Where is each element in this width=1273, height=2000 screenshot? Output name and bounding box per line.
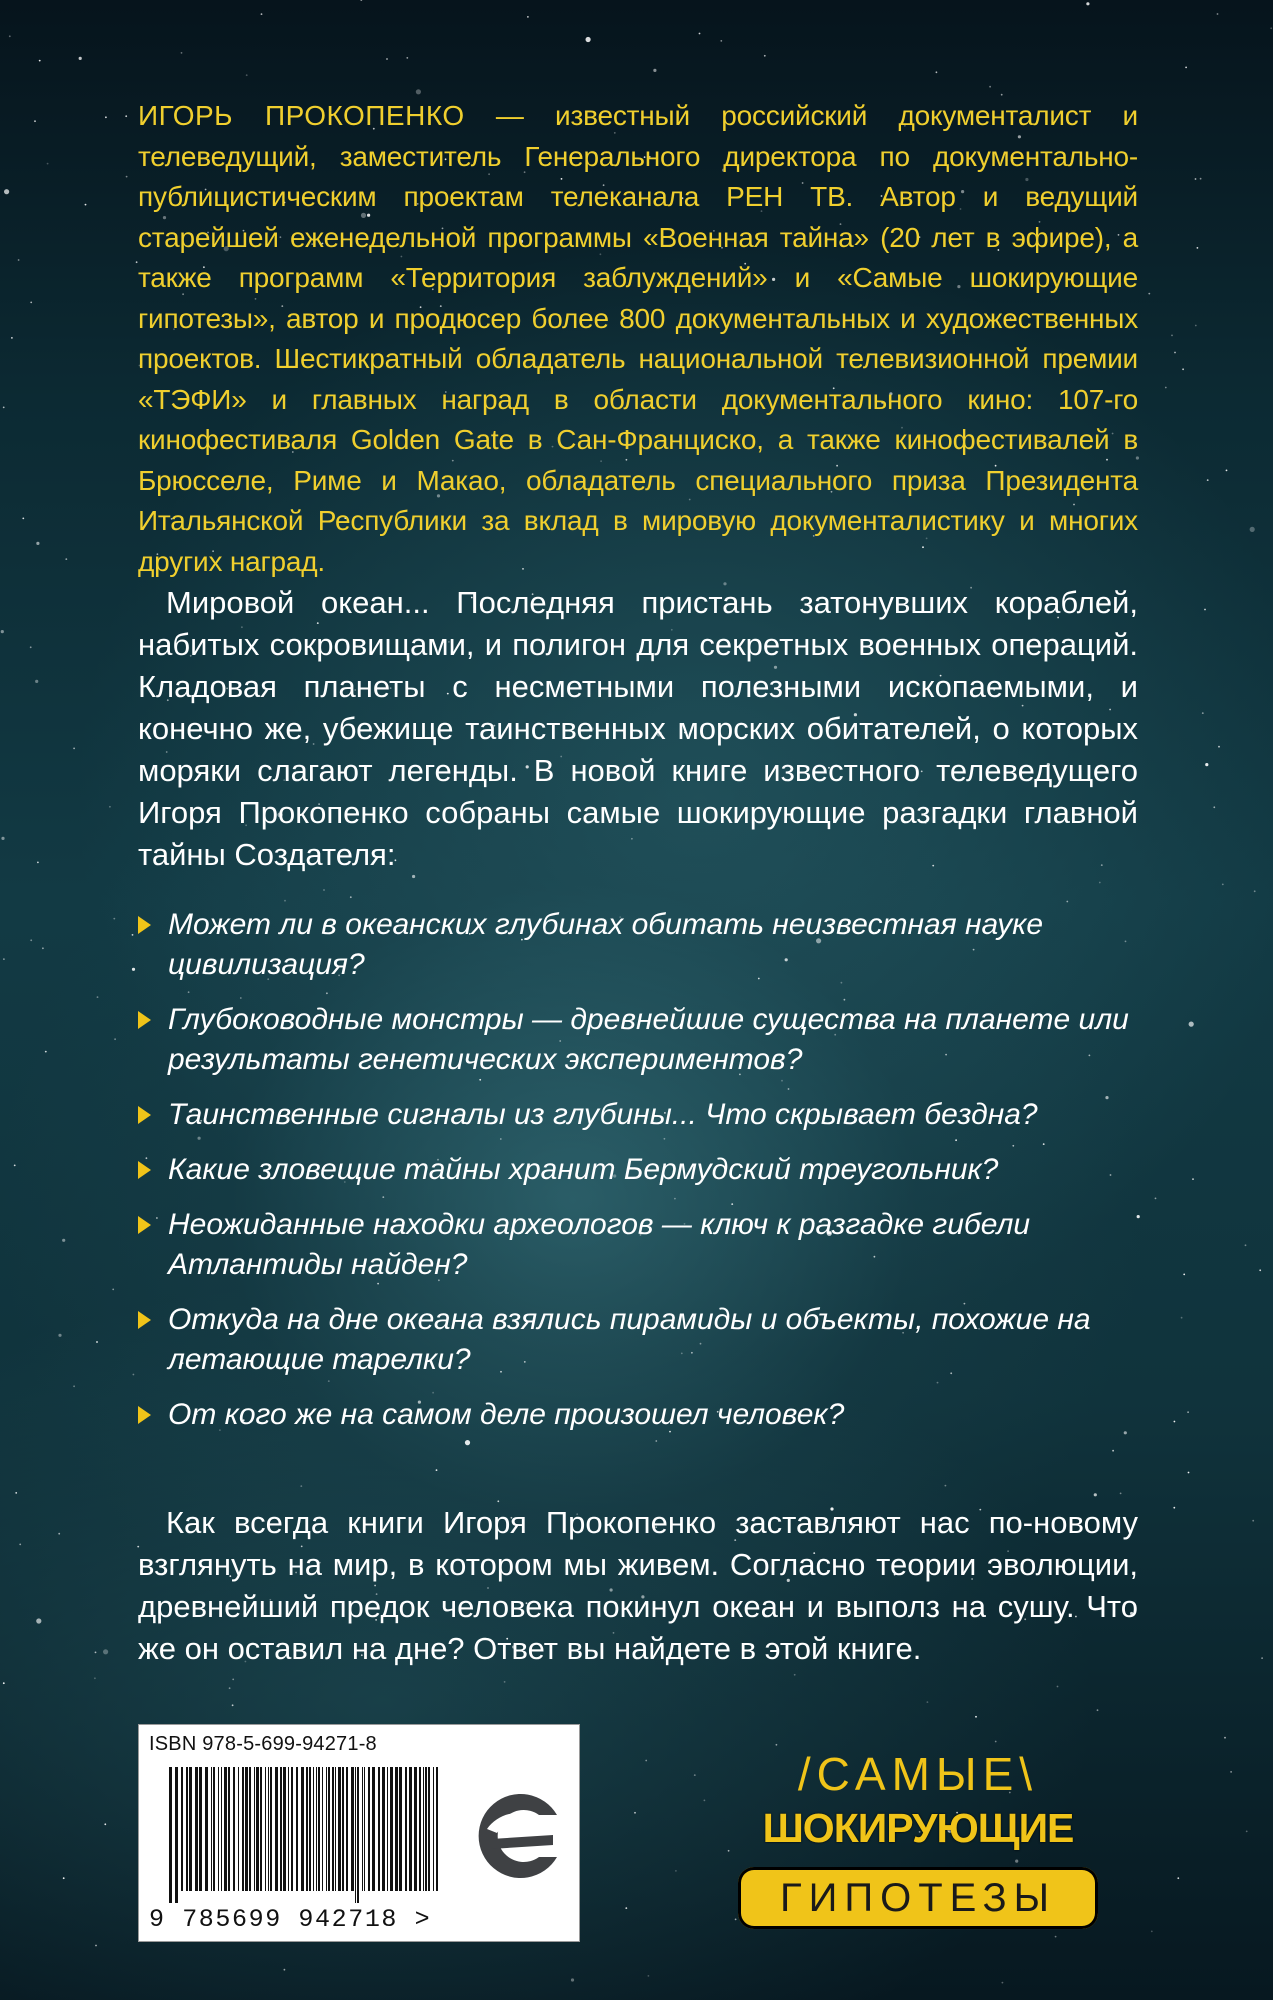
triangle-bullet-icon [138, 916, 151, 934]
author-name: ИГОРЬ ПРОКОПЕНКО [138, 100, 465, 131]
triangle-bullet-icon [138, 1011, 151, 1029]
ean-digits: 9 785699 942718 > [149, 1905, 432, 1934]
question-text: От кого же на самом деле произошел человек? [168, 1398, 845, 1431]
barcode-graphic [169, 1767, 443, 1903]
publisher-logo-icon [461, 1765, 571, 1905]
author-bio-text: — известный российский документалист и телеведущий, заместитель Генерального директора по документально-публицистическим проектам телеканала РЕН ТВ. Автор и ведущий старейшей еженедельной программы «Военная тайна» (20 лет в эфире), а также программ «Территория заблуждений» и «Самые шокирующие гипотезы», автор и продюсер более 800 документальных и художественных проектов. Шестикратный обладатель национальной телевизионной премии «ТЭФИ» и главных наград в области документального кино: 107-го кинофестиваля Golden Gate в Сан-Франциско, а также кинофестивалей в Брюсселе, Риме и Макао, обладатель специального приза Президента Итальянской Республики за вклад в мировую документалистику и многих других наград. [138, 100, 1138, 577]
series-logo [734, 1749, 1102, 1947]
triangle-bullet-icon [138, 1406, 151, 1424]
question-item [138, 1300, 1138, 1380]
question-item [138, 905, 1138, 985]
question-item [138, 1205, 1138, 1285]
question-text: Какие зловещие тайны хранит Бермудский треугольник? [168, 1153, 999, 1186]
question-item [138, 1095, 1138, 1135]
isbn-label: ISBN 978-5-699-94271-8 [149, 1733, 377, 1755]
question-text: Глубоководные монстры — древнейшие существа на планете или результаты генетических экспериментов? [168, 1003, 1129, 1076]
intro-paragraph: Мировой океан... Последняя пристань затонувших кораблей, набитых сокровищами, и полигон для секретных военных операций. Кладовая планеты с несметными полезными ископаемыми, и конечно же, убежище таинственных морских обитателей, о которых моряки слагают легенды. В новой книге известного телеведущего Игоря Прокопенко собраны самые шокирующие разгадки главной тайны Создателя: [138, 585, 1138, 872]
author-bio [138, 96, 1138, 582]
conclusion-paragraph: Как всегда книги Игоря Прокопенко заставляют нас по-новому взглянуть на мир, в котором мы живем. Согласно теории эволюции, древнейший предок человека покинул океан и выполз на сушу. Что же он оставил на дне? Ответ вы найдете в этой книге. [138, 1505, 1138, 1666]
series-logo-line3: ГИПОТЕЗЫ [738, 1867, 1098, 1929]
isbn-barcode-panel [138, 1724, 580, 1942]
triangle-bullet-icon [138, 1106, 151, 1124]
question-item [138, 1395, 1138, 1435]
question-text: Откуда на дне океана взялись пирамиды и объекты, похожие на летающие тарелки? [168, 1303, 1091, 1376]
triangle-bullet-icon [138, 1311, 151, 1329]
series-logo-line2: ШОКИРУЮЩИЕ [762, 1805, 1074, 1851]
triangle-bullet-icon [138, 1216, 151, 1234]
questions-list [138, 905, 1138, 1450]
question-item [138, 1000, 1138, 1080]
question-text: Таинственные сигналы из глубины... Что скрывает бездна? [168, 1098, 1038, 1131]
question-text: Неожиданные находки археологов — ключ к разгадке гибели Атлантиды найден? [168, 1208, 1031, 1281]
series-logo-line1: /САМЫЕ\ [797, 1748, 1039, 1800]
question-text: Может ли в океанских глубинах обитать неизвестная науке цивилизация? [168, 908, 1044, 981]
question-item [138, 1150, 1138, 1190]
triangle-bullet-icon [138, 1161, 151, 1179]
